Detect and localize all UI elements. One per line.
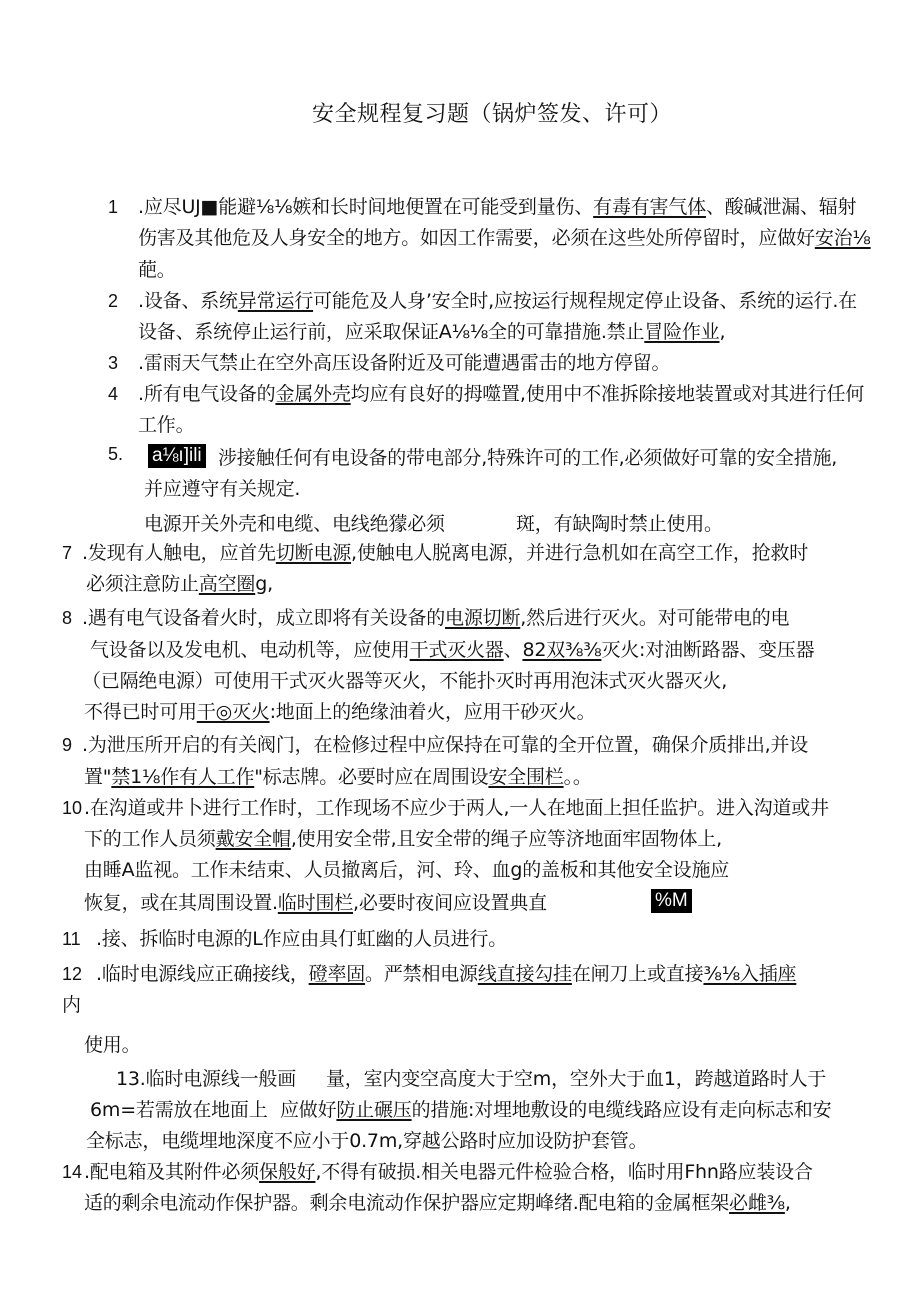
item8-line3: （已隔绝电源）可使用干式灭火器等灭火，不能扑灭时再用泡沫式灭火器灭火, — [82, 670, 728, 692]
text-segment: 设备、系统停止运行前，应采取保证A⅛⅛全的可靠措施.禁止 — [138, 321, 645, 343]
item-number: 11 — [62, 929, 81, 949]
text-segment: .所有电气设备的 — [138, 383, 276, 405]
item14-line1: .配电箱及其附件必须保般好,不得有破损.相关电器元件检验合格，临时用Fhn路应装设合 — [84, 1161, 813, 1183]
item8-line1: .遇有电气设备着火时，成立即将有关设备的电源切断,然后进行灭火。对可能带电的电 — [82, 607, 790, 629]
text-segment: 葩。 — [138, 259, 176, 281]
item10-line1: .在沟道或井卜进行工作时，工作现场不应少于两人,一人在地面上担任监护。进入沟道或井 — [84, 797, 829, 819]
item-number: 7 — [62, 543, 73, 563]
underlined-term: 冒险作业 — [644, 321, 720, 343]
item12-line3: 使用。 — [84, 1034, 141, 1056]
item-number: 14 — [62, 1162, 83, 1182]
item7-line1: .发现有人触电，应首先切断电源,使触电人脱离电源，并进行急机如在高空工作，抢救时 — [82, 542, 809, 564]
item-line — [144, 477, 300, 501]
text-segment: .雷雨天气禁止在空外高压设备附近及可能遭遇雷击的地方停留。 — [138, 352, 671, 374]
item12-line2: 内 — [62, 994, 81, 1016]
item-number: 1 — [108, 197, 119, 217]
underlined-term: 异常运行 — [237, 290, 314, 312]
item-number: 10 — [62, 798, 83, 818]
item9-line1: .为泄压所开启的有关阀门，在检修过程中应保持在可靠的全开位置，确保介质排出,并设 — [82, 734, 809, 756]
item6-text-a: 电源开关外壳和电缆、电线绝獴必须 — [144, 513, 445, 535]
item-line — [138, 226, 871, 250]
text-segment: 可能危及人身’安全时,应按运行规程规定停止设备、系统的运行.在 — [313, 290, 857, 312]
item12-line1: .临时电源线应正确接线，磴率固。严禁相电源线直接勾挂在闸刀上或直接⅜⅛入插座 — [96, 963, 797, 985]
item-number: 9 — [62, 735, 73, 755]
item10-line2: 下的工作人员须戴安全帽,使用安全带,且安全带的绳子应等济地面牢固物体上, — [84, 828, 722, 850]
item13-line1b: 量，室内变空高度大于空m，空外大于血1，跨越道路时人于 — [326, 1068, 827, 1090]
item13-line1a: 13.临时电源线一般画 — [116, 1068, 297, 1090]
text-segment: , — [719, 321, 726, 343]
text-segment: 涉接触任何有电设备的带电部分,特殊许可的工作,必须做好可靠的安全措施, — [218, 447, 838, 469]
item13-line3: 全标志，电缆埋地深度不应小于0.7m,穿越公路时应加设防护套管。 — [86, 1130, 648, 1152]
item-number: 5. — [108, 444, 124, 464]
item-line — [138, 413, 194, 437]
item9-line2: 置"禁1⅛作有人工作"标志牌。必要时应在周围设安全围栏。。 — [84, 766, 592, 788]
item-number: 2 — [108, 291, 119, 311]
item8-line2: 气设备以及发电机、电动机等，应使用干式灭火器、82双⅜⅜灭火:对油断路器、变压器 — [90, 639, 815, 661]
text-segment: 伤害及其他危及人身安全的地方。如因工作需要，必须在这些处所停留时，应做好 — [138, 227, 815, 249]
item10-line3: 由睡A监视。工作未结束、人员撤离后，河、玲、血g的盖板和其他安全设施应 — [84, 859, 730, 881]
item11-line1: .接、拆临时电源的L作应由具仃虹幽的人员进行。 — [96, 928, 508, 950]
item10-line4: 恢复，或在其周围设置.临时围栏,必要时夜间应设置典直 — [84, 892, 547, 914]
text-segment: 均应有良好的拇噬置,使用中不准拆除接地装置或对其进行任何 — [350, 383, 865, 405]
underlined-term: 安治⅛ — [814, 227, 871, 249]
underlined-term: 金属外壳 — [275, 383, 351, 405]
text-segment: 并应遵守有关规定. — [144, 478, 301, 500]
item-line — [138, 351, 670, 375]
item-line — [138, 320, 725, 344]
item-number: 8 — [62, 608, 73, 628]
item-line — [138, 289, 857, 313]
underlined-term: 有毒有害气体 — [593, 196, 706, 218]
text-segment: .应尽UJ■能避⅛⅛嫉和长时间地便置在可能受到量伤、 — [138, 196, 594, 218]
item6-text-b: 斑，有缺陶时禁止使用。 — [516, 513, 723, 535]
item-number: 3 — [108, 353, 119, 373]
item-line — [138, 258, 176, 282]
redacted-block: a⅛ı]ili — [148, 444, 206, 468]
redacted-block: %M — [651, 889, 692, 913]
item13-line2b: 应做好防止碾压的措施:对埋地敷设的电缆线路应设有走向标志和安 — [280, 1099, 832, 1121]
document-title: 安全规程复习题（锅炉签发、许可） — [312, 102, 673, 127]
item-number: 4 — [108, 384, 119, 404]
text-segment: .设备、系统 — [138, 290, 238, 312]
item-line — [218, 446, 837, 470]
item-line — [138, 195, 856, 219]
text-segment: 、酸碱泄漏、辐射 — [705, 196, 857, 218]
text-segment: 工作。 — [138, 414, 195, 436]
item-number: 12 — [62, 964, 83, 984]
item8-line4: 不得已时可用干◎灭火:地面上的绝缘油着火，应用干砂灭火。 — [84, 701, 596, 723]
item13-line2a: 6m=若需放在地面上 — [90, 1099, 268, 1121]
item7-line2: 必须注意防止高空圈g, — [86, 573, 273, 595]
item14-line2: 适的剩余电流动作保护器。剩余电流动作保护器应定期峰绪.配电箱的金属框架必雌⅜, — [84, 1192, 791, 1214]
item-line — [138, 382, 864, 406]
